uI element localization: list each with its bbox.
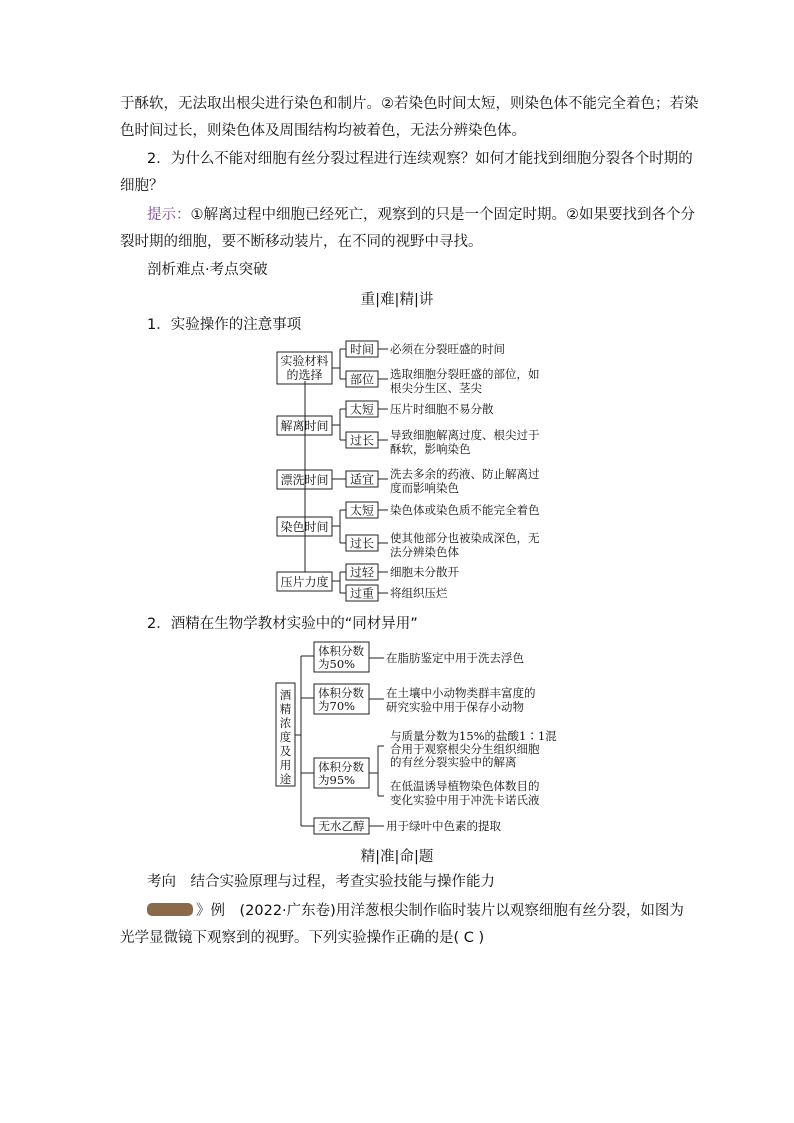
item-box-label: 为70%	[318, 699, 356, 713]
heading-key-points: 重|难|精|讲	[360, 292, 434, 308]
note-text: 酥软，影响染色	[390, 442, 471, 456]
note-text: 导致细胞解离过度、根尖过于	[390, 428, 540, 442]
note-text: 在低温诱导植物染色体数目的	[390, 779, 540, 793]
note-text: 染色体或染色质不能完全着色	[390, 503, 540, 517]
main-box-label: 漂洗时间	[280, 473, 329, 487]
note-text: 在脂肪鉴定中用于洗去浮色	[386, 651, 524, 665]
note-text: 度而影响染色	[390, 481, 459, 495]
section-title: 剖析难点·考点突破	[147, 262, 268, 278]
example-badge	[147, 903, 193, 916]
branch-label: 过长	[349, 433, 375, 448]
hint-line: 裂时期的细胞，要不断移动装片，在不同的视野中寻找。	[120, 234, 483, 250]
branch-label: 过重	[349, 586, 375, 601]
hint-line	[147, 204, 695, 226]
item-box-label: 无水乙醇	[318, 819, 365, 833]
note-text: 在土壤中小动物类群丰富度的	[386, 686, 536, 700]
branch-label: 过轻	[349, 565, 375, 580]
root-char: 精	[279, 702, 292, 716]
item-box-label: 体积分数	[318, 760, 364, 774]
example-line: 》例 (2022·广东卷)用洋葱根尖制作临时装片以观察细胞有丝分裂，如图为	[196, 903, 684, 919]
root-char: 酒	[279, 688, 292, 702]
note-text: 用于绿叶中色素的提取	[386, 819, 501, 833]
branch-label: 太短	[349, 503, 375, 518]
branch-label: 适宜	[349, 472, 375, 487]
main-box-label: 染色时间	[280, 520, 329, 534]
note-text: 将组织压烂	[390, 586, 448, 600]
note-text: 压片时细胞不易分散	[390, 402, 494, 416]
root-char: 度	[279, 730, 292, 744]
question-2-line: 2．为什么不能对细胞有丝分裂过程进行连续观察？如何才能找到细胞分裂各个时期的	[147, 151, 693, 167]
example-line: 光学显微镜下观察到的视野。下列实验操作正确的是( C )	[120, 930, 485, 946]
paragraph-line: 于酥软，无法取出根尖进行染色和制片。②若染色时间太短，则染色体不能完全着色；若染	[120, 96, 699, 112]
item-box-label: 为95%	[318, 773, 356, 787]
branch-label: 时间	[349, 342, 375, 357]
note-text: 的有丝分裂实验中的解离	[390, 755, 517, 769]
item-1-title: 1．实验操作的注意事项	[147, 317, 302, 333]
note-text: 洗去多余的药液、防止解离过	[390, 467, 540, 481]
experiment-notes-diagram	[270, 336, 570, 608]
branch-label: 部位	[349, 372, 375, 387]
note-text: 与质量分数为15%的盐酸1∶1混	[390, 729, 557, 743]
root-char: 及	[279, 744, 292, 758]
note-text: 研究实验中用于保存小动物	[386, 700, 524, 714]
exam-direction: 考向 结合实验原理与过程，考查实验技能与操作能力	[147, 874, 495, 890]
hint-text: ①解离过程中细胞已经死亡，观察到的只是一个固定时期。②如果要找到各个分	[190, 207, 695, 223]
note-text: 变化实验中用于冲洗卡诺氏液	[390, 793, 540, 807]
item-box-label: 为50%	[318, 657, 356, 671]
item-2-title: 2．酒精在生物学教材实验中的“同材异用”	[147, 616, 418, 632]
alcohol-uses-diagram	[268, 638, 568, 844]
note-text: 使其他部分也被染成深色，无	[390, 531, 540, 545]
note-text: 法分辨染色体	[390, 545, 459, 559]
hint-label: 提示：	[147, 207, 191, 223]
paragraph-line: 色时间过长，则染色体及周围结构均被着色，无法分辨染色体。	[120, 123, 526, 139]
main-box-label: 解离时间	[280, 419, 329, 433]
question-2-line: 细胞？	[120, 178, 164, 194]
note-text: 选取细胞分裂旺盛的部位，如	[390, 367, 540, 381]
note-text: 合用于观察根尖分生组织细胞	[390, 742, 540, 756]
root-char: 浓	[279, 716, 292, 730]
main-box-label: 压片力度	[280, 575, 329, 589]
root-char: 用	[279, 758, 292, 772]
note-text: 必须在分裂旺盛的时间	[390, 342, 505, 356]
branch-label: 过长	[349, 536, 375, 551]
root-char: 途	[279, 772, 292, 786]
main-box-label: 的选择	[286, 368, 323, 382]
main-box-label: 实验材料	[280, 354, 329, 368]
note-text: 细胞未分散开	[390, 565, 459, 579]
item-box-label: 体积分数	[318, 686, 364, 700]
branch-label: 太短	[349, 402, 375, 417]
heading-precise-questions: 精|准|命|题	[360, 849, 434, 865]
note-text: 根尖分生区、茎尖	[390, 381, 482, 395]
item-box-label: 体积分数	[318, 644, 364, 658]
